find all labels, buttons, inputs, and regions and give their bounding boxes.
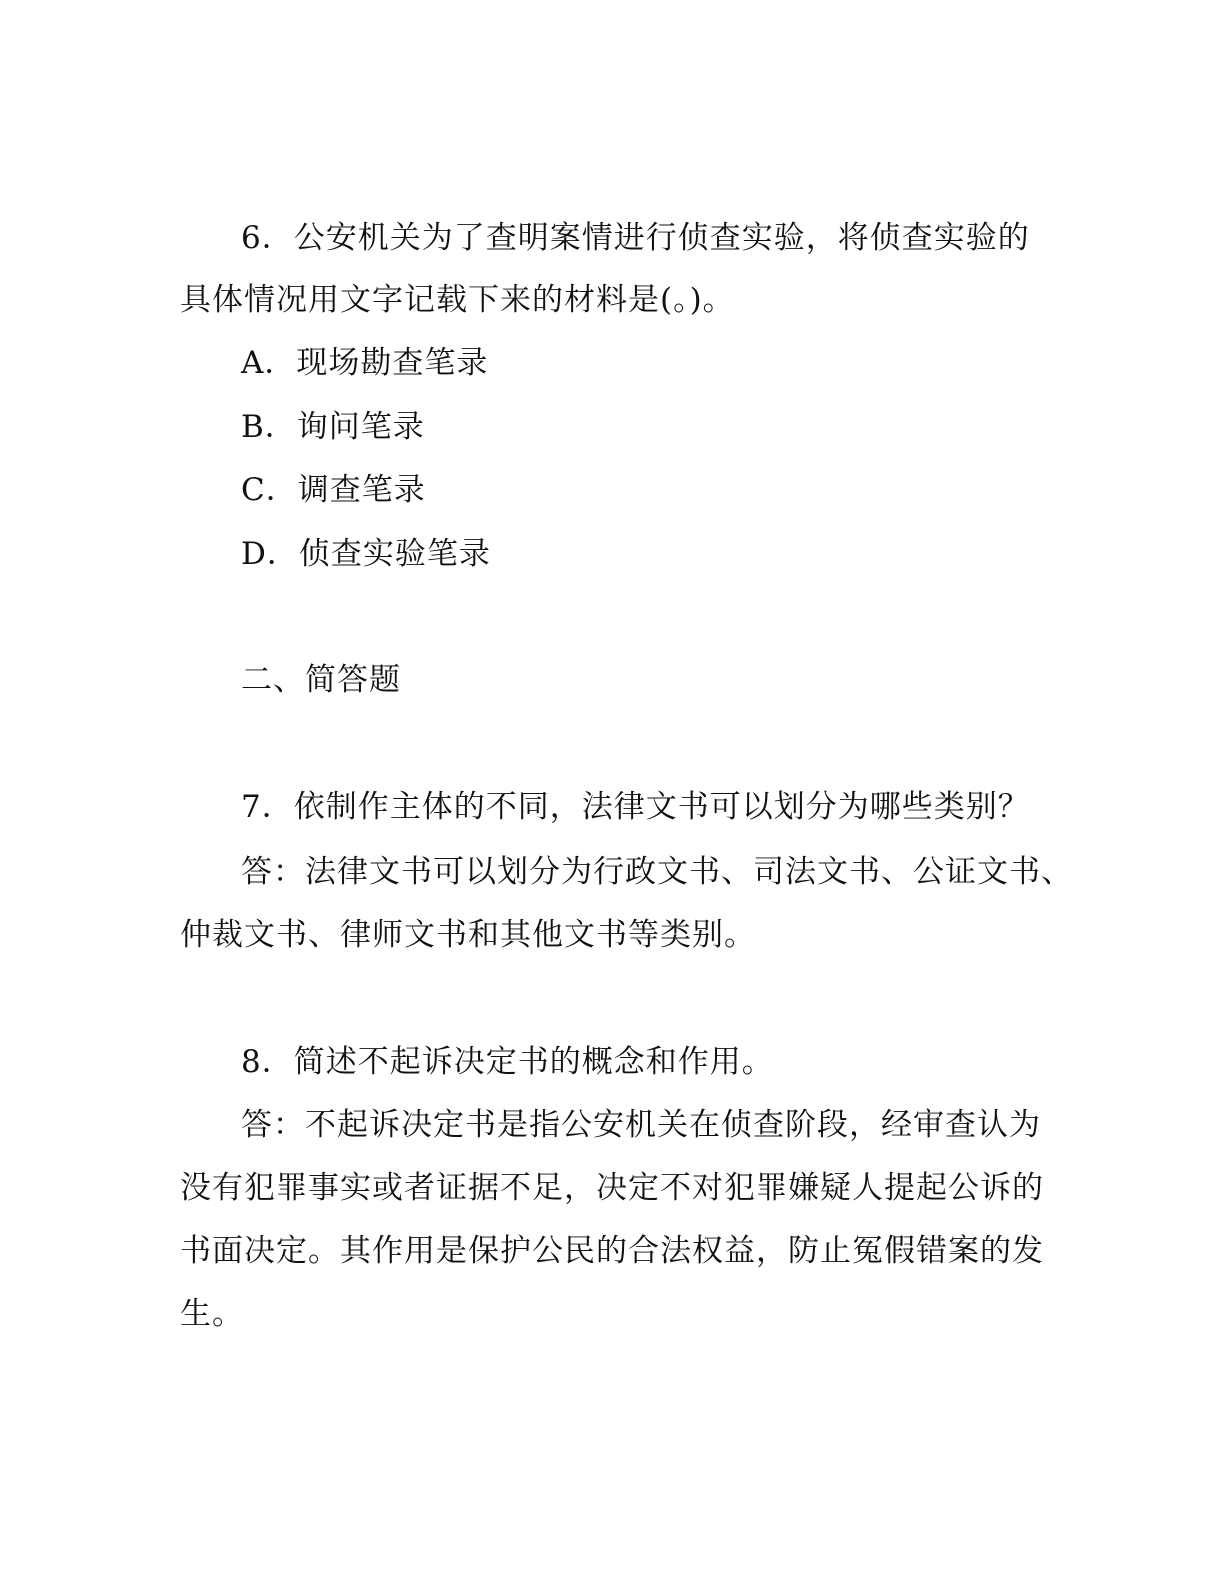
section-heading: 二、简答题 xyxy=(241,662,401,698)
answer-8-line-4: 生。 xyxy=(180,1296,244,1332)
option-d: D．侦查实验笔录 xyxy=(241,536,491,572)
option-a: A．现场勘查笔录 xyxy=(241,345,489,381)
question-7: 7．依制作主体的不同，法律文书可以划分为哪些类别？ xyxy=(241,789,1030,825)
answer-8-line-1: 答：不起诉决定书是指公安机关在侦查阶段，经审查认为 xyxy=(241,1107,1041,1143)
answer-7-line-2: 仲裁文书、律师文书和其他文书等类别。 xyxy=(180,917,756,953)
answer-8-line-2: 没有犯罪事实或者证据不足，决定不对犯罪嫌疑人提起公诉的 xyxy=(180,1170,1044,1206)
option-c: C．调查笔录 xyxy=(241,472,426,508)
option-b: B．询问笔录 xyxy=(241,409,425,445)
answer-8-line-3: 书面决定。其作用是保护公民的合法权益，防止冤假错案的发 xyxy=(180,1233,1044,1269)
question-8: 8．简述不起诉决定书的概念和作用。 xyxy=(241,1044,774,1080)
question-6-line-1: 6．公安机关为了查明案情进行侦查实验，将侦查实验的 xyxy=(241,220,1030,256)
question-6-line-2: 具体情况用文字记载下来的材料是(。)。 xyxy=(180,282,735,318)
answer-7-line-1: 答：法律文书可以划分为行政文书、司法文书、公证文书、 xyxy=(241,854,1073,890)
